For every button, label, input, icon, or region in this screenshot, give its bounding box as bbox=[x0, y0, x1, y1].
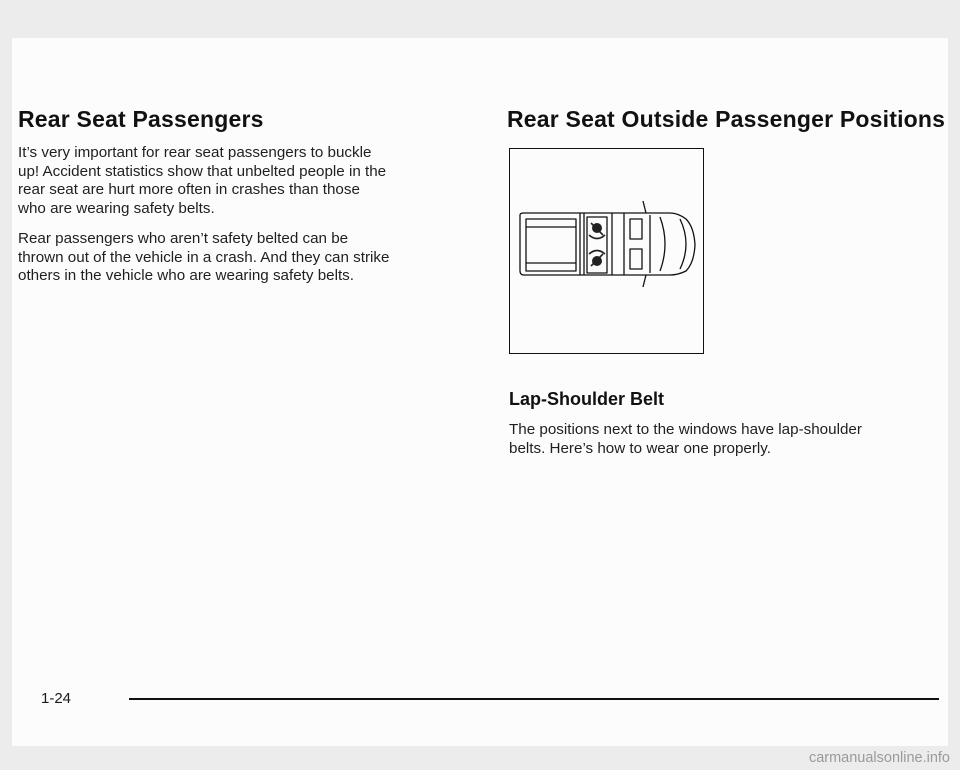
lap-shoulder-belt-paragraph bbox=[509, 421, 862, 458]
unbelted-risk-paragraph bbox=[18, 230, 389, 286]
paragraph-line: Rear passengers who aren’t safety belted can be bbox=[18, 230, 349, 247]
subheading-lap-shoulder-belt: Lap-Shoulder Belt bbox=[509, 389, 665, 409]
paragraph-line: thrown out of the vehicle in a crash. And they can strike bbox=[18, 248, 390, 266]
paragraph-line: others in the vehicle who are wearing safety belts. bbox=[18, 267, 354, 284]
section-heading-rear-seat-passengers: Rear Seat Passengers bbox=[18, 106, 264, 132]
paragraph-line: up! Accident statistics show that unbelted people in the bbox=[18, 162, 387, 180]
paragraph-line: belts. Here’s how to wear one properly. bbox=[509, 439, 771, 457]
watermark-text: carmanualsonline.info bbox=[808, 750, 950, 766]
paragraph-line: who are wearing safety belts. bbox=[18, 199, 215, 217]
vehicle-top-view-rear-outside-seats-icon bbox=[510, 149, 703, 353]
footer-rule bbox=[129, 698, 939, 700]
rear-seat-importance-paragraph bbox=[18, 144, 386, 218]
section-heading-outside-positions: Rear Seat Outside Passenger Positions bbox=[507, 106, 946, 132]
manual-page bbox=[12, 38, 948, 746]
paragraph-line: rear seat are hurt more often in crashes than those bbox=[18, 181, 360, 198]
paragraph-line: The positions next to the windows have lap-shoulder bbox=[509, 421, 862, 438]
vehicle-seat-position-figure bbox=[509, 148, 704, 354]
page-number: 1-24 bbox=[41, 690, 72, 707]
paragraph-line: It’s very important for rear seat passengers to buckle bbox=[18, 144, 372, 161]
